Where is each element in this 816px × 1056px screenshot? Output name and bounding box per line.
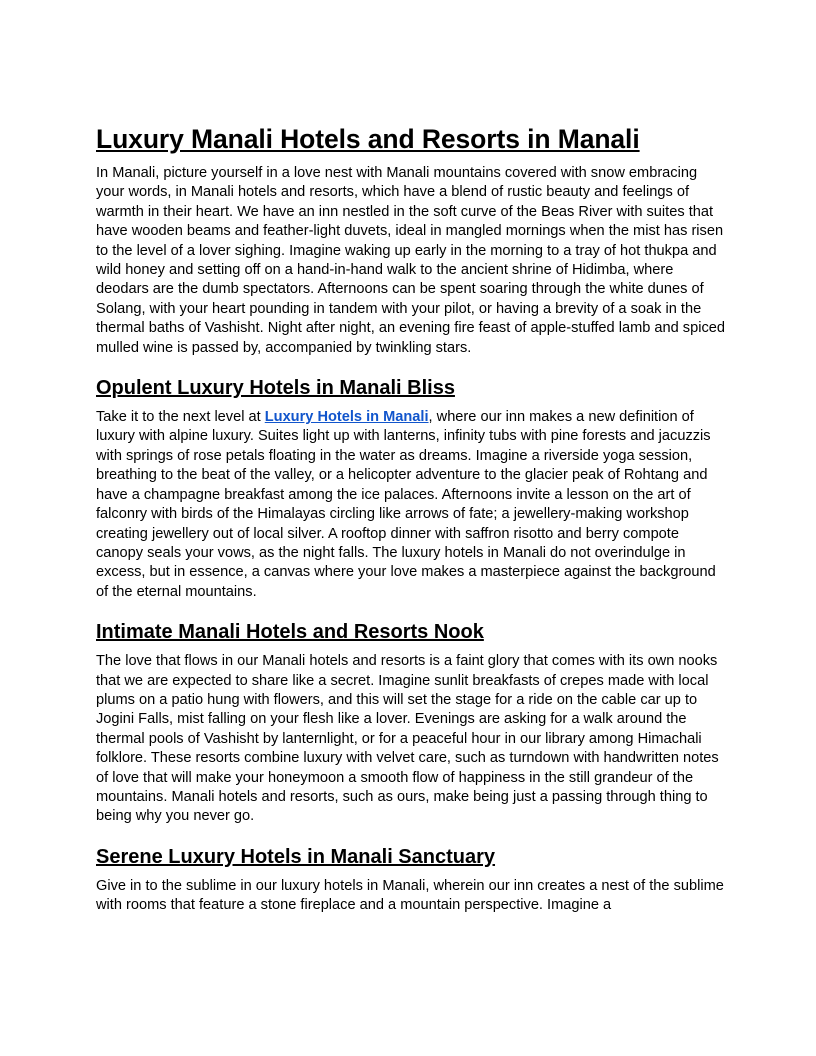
text-after-link: , where our inn makes a new definition of luxury with alpine luxury. Suites light up with lanterns, infinity tubs with pine forests and jacuzzis with springs of rose petals floating in the water as dreams. Imagine a riverside yoga session, breathing to the beat of the valley, or a helicopter adventure to the glacier peak of Rohtang and have a champagne breakfast among the ice palaces. Afternoons invite a lesson on the art of falconry with birds of the Himalayas circling like arrows of fate; a jewellery-making workshop creating jewellery out of local silver. A rooftop dinner with saffron risotto and berry compote canopy seals your vows, as the night falls. The luxury hotels in Manali do not overindulge in excess, but in essence, a canvas where your love makes a masterpiece against the background of the eternal mountains. xyxy=(96,409,716,600)
section-heading: Serene Luxury Hotels in Manali Sanctuary xyxy=(96,845,496,868)
luxury-hotels-link[interactable]: Luxury Hotels in Manali xyxy=(264,409,429,426)
document-page xyxy=(96,122,726,916)
section-paragraph: Give in to the sublime in our luxury hotels in Manali, wherein our inn creates a nest of the sublime with rooms that feature a stone fireplace and a mountain perspective. Imagine a xyxy=(96,877,724,914)
section-opulent xyxy=(96,374,726,602)
intro-paragraph: In Manali, picture yourself in a love nest with Manali mountains covered with snow embracing your words, in Manali hotels and resorts, which have a blend of rustic beauty and feelings of warmth in their heart. We have an inn nestled in the soft curve of the Beas River with suites that have wooden beams and feather-light duvets, ideal in mangled mornings when the mist has risen to the level of a lover sighing. Imagine waking up early in the morning to a tray of hot thukpa and wild honey and setting off on a hand-in-hand walk to the ancient shrine of Hidimba, where deodars are the dumb spectators. Afternoons can be spent soaring through the white dunes of Solang, with your heart pounding in tandem with your pilot, or having a brevity of a soak in the thermal baths of Vashisht. Night after night, an evening fire feast of apple-stuffed lamb and spiced mulled wine is passed by, accompanied by twinkling stars. xyxy=(96,165,725,356)
section-heading: Intimate Manali Hotels and Resorts Nook xyxy=(96,621,484,644)
text-before-link: Take it to the next level at xyxy=(96,409,265,426)
section-intimate xyxy=(96,618,726,827)
section-serene xyxy=(96,843,726,916)
page-title: Luxury Manali Hotels and Resorts in Manali xyxy=(96,124,640,154)
section-heading: Opulent Luxury Hotels in Manali Bliss xyxy=(96,377,455,400)
section-paragraph: The love that flows in our Manali hotels and resorts is a faint glory that comes with its own nooks that we are expected to share like a secret. Imagine sunlit breakfasts of crepes made with local plums on a patio hung with flowers, and this will set the stage for a ride on the cable car up to Jogini Falls, mist falling on your flesh like a lover. Evenings are asking for a walk around the thermal pools of Vashisht by lanternlight, or for a peaceful hour in our library among Himachali folklore. These resorts combine luxury with velvet care, such as turndown with handwritten notes of love that will make your honeymoon a smooth flow of happiness in the still grandeur of the mountains. Manali hotels and resorts, such as ours, make being just a passing through thing to being why you never go. xyxy=(96,653,719,825)
section-paragraph xyxy=(96,408,726,602)
